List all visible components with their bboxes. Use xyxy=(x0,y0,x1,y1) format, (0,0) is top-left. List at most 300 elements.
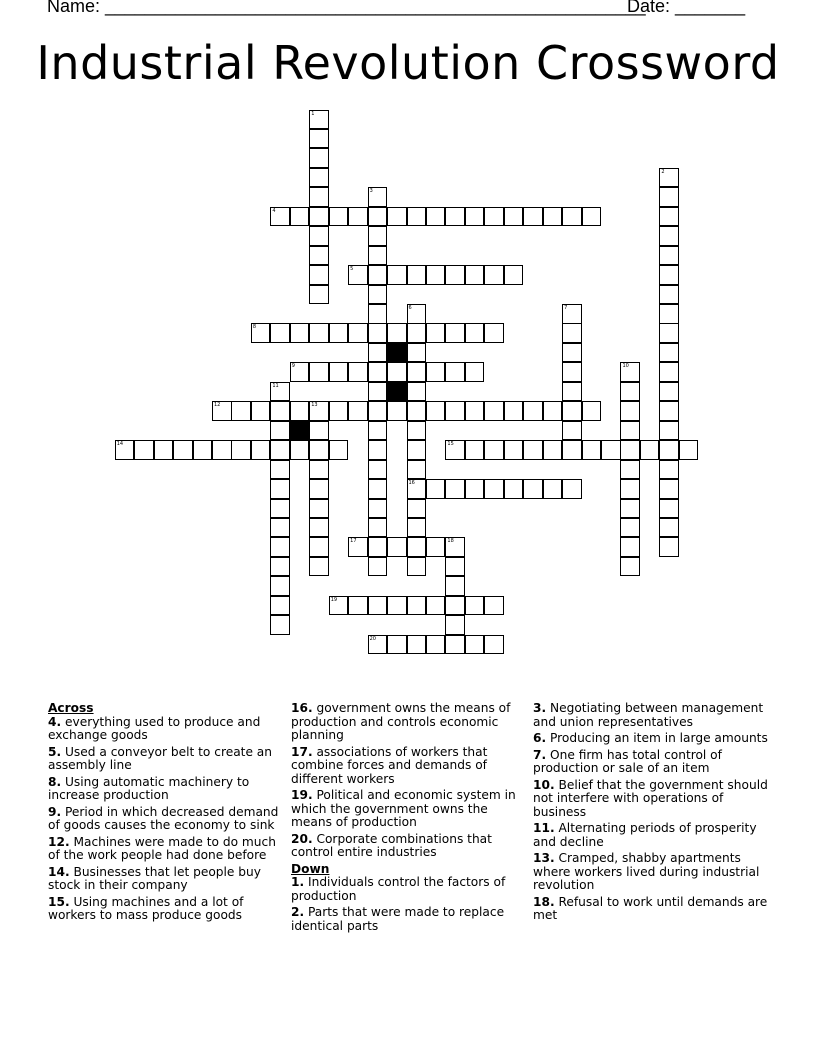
answer-cell[interactable] xyxy=(270,499,290,519)
answer-cell[interactable] xyxy=(407,382,427,402)
answer-cell[interactable] xyxy=(309,479,329,499)
answer-cell[interactable] xyxy=(543,207,563,227)
answer-cell[interactable] xyxy=(368,518,388,538)
answer-cell[interactable] xyxy=(270,615,290,635)
answer-cell[interactable] xyxy=(309,557,329,577)
answer-cell[interactable] xyxy=(562,401,582,421)
clue-text: associations of workers that combine forces and demands of different workers xyxy=(291,744,488,786)
answer-cell[interactable] xyxy=(368,557,388,577)
answer-cell[interactable] xyxy=(620,537,640,557)
answer-cell[interactable] xyxy=(368,187,388,207)
answer-cell[interactable] xyxy=(445,479,465,499)
answer-cell[interactable] xyxy=(445,265,465,285)
answer-cell[interactable] xyxy=(465,479,485,499)
answer-cell[interactable] xyxy=(387,537,407,557)
clue-number: 15. xyxy=(48,894,70,909)
answer-cell[interactable] xyxy=(329,207,349,227)
clue-across-16 xyxy=(291,702,527,743)
clue-text: Negotiating between management and union representatives xyxy=(533,701,764,729)
answer-cell[interactable] xyxy=(659,382,679,402)
answer-cell[interactable] xyxy=(543,401,563,421)
answer-cell[interactable] xyxy=(445,537,465,557)
answer-cell[interactable] xyxy=(484,596,504,616)
clue-down-6 xyxy=(533,732,773,746)
answer-cell[interactable] xyxy=(484,265,504,285)
answer-cell[interactable] xyxy=(504,207,524,227)
answer-cell[interactable] xyxy=(270,596,290,616)
clue-number-label: 19 xyxy=(330,596,338,603)
clues-column-2 xyxy=(291,702,527,936)
answer-cell[interactable] xyxy=(173,440,193,460)
clues-column-1 xyxy=(48,702,284,926)
answer-cell[interactable] xyxy=(620,557,640,577)
answer-cell[interactable] xyxy=(407,635,427,655)
answer-cell[interactable] xyxy=(484,207,504,227)
answer-cell[interactable] xyxy=(659,304,679,324)
answer-cell[interactable] xyxy=(407,596,427,616)
answer-cell[interactable] xyxy=(620,479,640,499)
answer-cell[interactable] xyxy=(309,323,329,343)
answer-cell[interactable] xyxy=(387,635,407,655)
answer-cell[interactable] xyxy=(659,460,679,480)
answer-cell[interactable] xyxy=(348,537,368,557)
clue-text: Cramped, shabby apartments where workers lived during industrial revolution xyxy=(533,851,760,892)
answer-cell[interactable] xyxy=(270,421,290,441)
answer-cell[interactable] xyxy=(270,518,290,538)
answer-cell[interactable] xyxy=(290,440,310,460)
clue-number: 5. xyxy=(48,744,62,759)
black-square xyxy=(387,343,407,363)
answer-cell[interactable] xyxy=(445,615,465,635)
answer-cell[interactable] xyxy=(640,440,660,460)
answer-cell[interactable] xyxy=(659,187,679,207)
clue-number-label: 12 xyxy=(214,402,221,409)
clues-column-3 xyxy=(533,702,773,926)
answer-cell[interactable] xyxy=(407,557,427,577)
answer-cell[interactable] xyxy=(465,635,485,655)
answer-cell[interactable] xyxy=(426,362,446,382)
answer-cell[interactable] xyxy=(368,421,388,441)
answer-cell[interactable] xyxy=(368,265,388,285)
answer-cell[interactable] xyxy=(504,440,524,460)
answer-cell[interactable] xyxy=(504,265,524,285)
answer-cell[interactable] xyxy=(368,499,388,519)
clue-number-label: 5 xyxy=(350,266,354,273)
clue-text: Belief that the government should not interfere with operations of business xyxy=(533,777,768,819)
answer-cell[interactable] xyxy=(251,323,271,343)
answer-cell[interactable] xyxy=(329,440,349,460)
clue-number-label: 10 xyxy=(622,363,629,370)
answer-cell[interactable] xyxy=(309,226,329,246)
answer-cell[interactable] xyxy=(659,479,679,499)
answer-cell[interactable] xyxy=(659,343,679,363)
answer-cell[interactable] xyxy=(445,596,465,616)
answer-cell[interactable] xyxy=(445,362,465,382)
clue-number: 1. xyxy=(291,875,305,889)
answer-cell[interactable] xyxy=(368,246,388,266)
black-square xyxy=(290,421,310,441)
answer-cell[interactable] xyxy=(484,440,504,460)
clue-text: Parts that were made to replace identical parts xyxy=(291,905,505,933)
answer-cell[interactable] xyxy=(348,265,368,285)
clue-number-label: 18 xyxy=(447,538,454,545)
answer-cell[interactable] xyxy=(309,168,329,188)
answer-cell[interactable] xyxy=(290,207,310,227)
answer-cell[interactable] xyxy=(368,596,388,616)
black-square xyxy=(387,382,407,402)
clue-number: 9. xyxy=(48,804,62,819)
answer-cell[interactable] xyxy=(231,401,251,421)
answer-cell[interactable] xyxy=(387,265,407,285)
answer-cell[interactable] xyxy=(329,401,349,421)
clue-across-20 xyxy=(291,833,527,860)
answer-cell[interactable] xyxy=(504,479,524,499)
answer-cell[interactable] xyxy=(659,265,679,285)
answer-cell[interactable] xyxy=(115,440,135,460)
down-heading: Down xyxy=(291,861,330,876)
date-field[interactable]: Date: _______ xyxy=(627,0,746,16)
answer-cell[interactable] xyxy=(251,401,271,421)
answer-cell[interactable] xyxy=(445,635,465,655)
clue-text: Corporate combinations that control entire industries xyxy=(291,831,492,859)
answer-cell[interactable] xyxy=(659,421,679,441)
answer-cell[interactable] xyxy=(659,440,679,460)
answer-cell[interactable] xyxy=(484,323,504,343)
answer-cell[interactable] xyxy=(231,440,251,460)
clue-text: Used a conveyor belt to create an assembly line xyxy=(48,744,273,772)
answer-cell[interactable] xyxy=(426,207,446,227)
answer-cell[interactable] xyxy=(543,440,563,460)
answer-cell[interactable] xyxy=(659,323,679,343)
answer-cell[interactable] xyxy=(348,323,368,343)
answer-cell[interactable] xyxy=(348,596,368,616)
clue-down-10 xyxy=(533,779,773,820)
answer-cell[interactable] xyxy=(620,401,640,421)
answer-cell[interactable] xyxy=(348,207,368,227)
clue-down-2 xyxy=(291,906,527,933)
clue-text: Political and economic system in which the government owns the means of production xyxy=(291,788,516,829)
answer-cell[interactable] xyxy=(426,265,446,285)
clue-text: Businesses that let people buy stock in their company xyxy=(48,864,261,892)
answer-cell[interactable] xyxy=(620,499,640,519)
clue-number-label: 1 xyxy=(311,110,315,117)
clue-number: 4. xyxy=(48,714,62,729)
answer-cell[interactable] xyxy=(445,557,465,577)
answer-cell[interactable] xyxy=(407,207,427,227)
clue-number-label: 8 xyxy=(252,324,257,331)
answer-cell[interactable] xyxy=(368,343,388,363)
answer-cell[interactable] xyxy=(543,479,563,499)
answer-cell[interactable] xyxy=(309,499,329,519)
clue-number-label: 7 xyxy=(564,305,568,311)
answer-cell[interactable] xyxy=(387,596,407,616)
answer-cell[interactable] xyxy=(329,323,349,343)
name-field[interactable]: Name: ______________________________________________________ xyxy=(47,0,646,16)
answer-cell[interactable] xyxy=(270,440,290,460)
answer-cell[interactable] xyxy=(270,401,290,421)
answer-cell[interactable] xyxy=(270,576,290,596)
answer-cell[interactable] xyxy=(445,440,465,460)
answer-cell[interactable] xyxy=(582,440,602,460)
answer-cell[interactable] xyxy=(270,557,290,577)
answer-cell[interactable] xyxy=(368,537,388,557)
answer-cell[interactable] xyxy=(407,343,427,363)
across-heading: Across xyxy=(48,701,94,715)
clue-across-17 xyxy=(291,746,527,787)
clue-down-13 xyxy=(533,852,773,893)
answer-cell[interactable] xyxy=(368,207,388,227)
clue-number-label: 3 xyxy=(369,188,373,195)
answer-cell[interactable] xyxy=(562,323,582,343)
answer-cell[interactable] xyxy=(465,323,485,343)
answer-cell[interactable] xyxy=(620,440,640,460)
answer-cell[interactable] xyxy=(309,187,329,207)
answer-cell[interactable] xyxy=(465,362,485,382)
clue-text: Refusal to work until demands are met xyxy=(533,894,768,922)
answer-cell[interactable] xyxy=(659,518,679,538)
clue-across-19 xyxy=(291,789,527,830)
answer-cell[interactable] xyxy=(659,226,679,246)
answer-cell[interactable] xyxy=(212,401,232,421)
answer-cell[interactable] xyxy=(387,362,407,382)
answer-cell[interactable] xyxy=(407,440,427,460)
clue-number-label: 9 xyxy=(291,363,295,370)
answer-cell[interactable] xyxy=(484,479,504,499)
answer-cell[interactable] xyxy=(679,440,699,460)
clue-number-label: 16 xyxy=(408,480,415,487)
answer-cell[interactable] xyxy=(368,304,388,324)
answer-cell[interactable] xyxy=(426,401,446,421)
answer-cell[interactable] xyxy=(407,460,427,480)
clue-down-7 xyxy=(533,749,773,776)
answer-cell[interactable] xyxy=(270,323,290,343)
clue-number: 8. xyxy=(48,774,62,789)
answer-cell[interactable] xyxy=(659,168,679,188)
answer-cell[interactable] xyxy=(465,401,485,421)
answer-cell[interactable] xyxy=(368,460,388,480)
answer-cell[interactable] xyxy=(348,401,368,421)
answer-cell[interactable] xyxy=(368,440,388,460)
clue-number: 18. xyxy=(533,894,555,909)
answer-cell[interactable] xyxy=(290,323,310,343)
answer-cell[interactable] xyxy=(368,382,388,402)
clue-number-label: 17 xyxy=(350,538,357,545)
answer-cell[interactable] xyxy=(309,518,329,538)
answer-cell[interactable] xyxy=(368,635,388,655)
answer-cell[interactable] xyxy=(484,635,504,655)
answer-cell[interactable] xyxy=(562,421,582,441)
answer-cell[interactable] xyxy=(426,323,446,343)
answer-cell[interactable] xyxy=(309,129,329,149)
answer-cell[interactable] xyxy=(407,323,427,343)
clue-across-8 xyxy=(48,776,284,803)
answer-cell[interactable] xyxy=(445,576,465,596)
answer-cell[interactable] xyxy=(309,207,329,227)
clue-number-label: 2 xyxy=(661,168,665,175)
answer-cell[interactable] xyxy=(329,596,349,616)
answer-cell[interactable] xyxy=(620,460,640,480)
page-title: Industrial Revolution Crossword xyxy=(36,36,780,90)
answer-cell[interactable] xyxy=(270,537,290,557)
clue-text: Alternating periods of prosperity and decline xyxy=(533,821,757,849)
clue-text: Individuals control the factors of production xyxy=(291,875,506,903)
answer-cell[interactable] xyxy=(348,362,368,382)
clue-number-label: 15 xyxy=(447,441,454,448)
answer-cell[interactable] xyxy=(620,362,640,382)
clue-number: 3. xyxy=(533,701,547,715)
answer-cell[interactable] xyxy=(270,382,290,402)
clue-number-label: 6 xyxy=(408,305,412,311)
answer-cell[interactable] xyxy=(465,596,485,616)
clue-number: 10. xyxy=(533,777,555,792)
answer-cell[interactable] xyxy=(329,362,349,382)
answer-cell[interactable] xyxy=(523,479,543,499)
clue-number-label: 20 xyxy=(369,635,376,642)
answer-cell[interactable] xyxy=(620,421,640,441)
clue-text: Producing an item in large amounts xyxy=(550,731,768,745)
answer-cell[interactable] xyxy=(309,148,329,168)
answer-cell[interactable] xyxy=(407,479,427,499)
answer-cell[interactable] xyxy=(426,537,446,557)
clue-number-label: 11 xyxy=(272,382,279,389)
answer-cell[interactable] xyxy=(154,440,174,460)
clue-down-1 xyxy=(291,876,527,903)
answer-cell[interactable] xyxy=(309,421,329,441)
clue-text: Machines were made to do much of the work people had done before xyxy=(48,834,276,862)
answer-cell[interactable] xyxy=(523,440,543,460)
answer-cell[interactable] xyxy=(504,401,524,421)
answer-cell[interactable] xyxy=(659,285,679,305)
answer-cell[interactable] xyxy=(387,323,407,343)
answer-cell[interactable] xyxy=(426,596,446,616)
clue-number: 7. xyxy=(533,747,547,762)
answer-cell[interactable] xyxy=(309,246,329,266)
answer-cell[interactable] xyxy=(407,265,427,285)
answer-cell[interactable] xyxy=(426,635,446,655)
answer-cell[interactable] xyxy=(445,323,465,343)
clue-text: Period in which decreased demand of goods causes the economy to sink xyxy=(48,804,279,832)
answer-cell[interactable] xyxy=(134,440,154,460)
answer-cell[interactable] xyxy=(601,440,621,460)
clue-across-9 xyxy=(48,806,284,833)
answer-cell[interactable] xyxy=(407,401,427,421)
answer-cell[interactable] xyxy=(212,440,232,460)
answer-cell[interactable] xyxy=(484,401,504,421)
answer-cell[interactable] xyxy=(523,207,543,227)
answer-cell[interactable] xyxy=(407,537,427,557)
answer-cell[interactable] xyxy=(368,401,388,421)
answer-cell[interactable] xyxy=(309,440,329,460)
clue-number: 19. xyxy=(291,788,313,802)
answer-cell[interactable] xyxy=(309,285,329,305)
answer-cell[interactable] xyxy=(368,285,388,305)
clue-down-18 xyxy=(533,896,773,923)
clue-number: 2. xyxy=(291,905,305,919)
answer-cell[interactable] xyxy=(426,479,446,499)
answer-cell[interactable] xyxy=(387,207,407,227)
answer-cell[interactable] xyxy=(562,343,582,363)
clue-text: Using machines and a lot of workers to mass produce goods xyxy=(48,894,244,922)
answer-cell[interactable] xyxy=(659,499,679,519)
clue-number-label: 13 xyxy=(311,402,318,409)
answer-cell[interactable] xyxy=(465,440,485,460)
answer-cell[interactable] xyxy=(251,440,271,460)
answer-cell[interactable] xyxy=(309,401,329,421)
answer-cell[interactable] xyxy=(290,362,310,382)
answer-cell[interactable] xyxy=(270,460,290,480)
answer-cell[interactable] xyxy=(562,207,582,227)
clue-number: 13. xyxy=(533,851,555,865)
answer-cell[interactable] xyxy=(523,401,543,421)
clue-number: 17. xyxy=(291,744,313,759)
clue-across-5 xyxy=(48,746,284,773)
clue-across-14 xyxy=(48,866,284,893)
clue-number: 6. xyxy=(533,731,547,745)
answer-cell[interactable] xyxy=(407,421,427,441)
clue-text: Using automatic machinery to increase production xyxy=(48,774,250,802)
answer-cell[interactable] xyxy=(407,499,427,519)
clue-across-12 xyxy=(48,836,284,863)
clue-number-label: 4 xyxy=(272,207,276,214)
clue-text: government owns the means of production and controls economic planning xyxy=(291,701,511,742)
answer-cell[interactable] xyxy=(659,362,679,382)
answer-cell[interactable] xyxy=(465,265,485,285)
answer-cell[interactable] xyxy=(407,304,427,324)
answer-cell[interactable] xyxy=(407,362,427,382)
answer-cell[interactable] xyxy=(290,401,310,421)
answer-cell[interactable] xyxy=(193,440,213,460)
answer-cell[interactable] xyxy=(368,479,388,499)
answer-cell[interactable] xyxy=(659,537,679,557)
answer-cell[interactable] xyxy=(620,382,640,402)
clue-number-label: 14 xyxy=(116,441,124,448)
answer-cell[interactable] xyxy=(270,479,290,499)
answer-cell[interactable] xyxy=(309,110,329,130)
answer-cell[interactable] xyxy=(562,362,582,382)
answer-cell[interactable] xyxy=(368,226,388,246)
answer-cell[interactable] xyxy=(309,537,329,557)
answer-cell[interactable] xyxy=(620,518,640,538)
answer-cell[interactable] xyxy=(562,382,582,402)
answer-cell[interactable] xyxy=(562,304,582,324)
answer-cell[interactable] xyxy=(270,207,290,227)
clue-number: 12. xyxy=(48,834,70,849)
clue-down-11 xyxy=(533,822,773,849)
answer-cell[interactable] xyxy=(368,323,388,343)
answer-cell[interactable] xyxy=(445,401,465,421)
answer-cell[interactable] xyxy=(659,401,679,421)
answer-cell[interactable] xyxy=(562,440,582,460)
clue-number: 20. xyxy=(291,831,313,846)
clue-across-15 xyxy=(48,896,284,923)
answer-cell[interactable] xyxy=(582,207,602,227)
answer-cell[interactable] xyxy=(309,362,329,382)
clue-number: 11. xyxy=(533,821,555,835)
answer-cell[interactable] xyxy=(407,518,427,538)
answer-cell[interactable] xyxy=(465,207,485,227)
answer-cell[interactable] xyxy=(659,246,679,266)
answer-cell[interactable] xyxy=(309,265,329,285)
answer-cell[interactable] xyxy=(387,401,407,421)
answer-cell[interactable] xyxy=(562,479,582,499)
answer-cell[interactable] xyxy=(582,401,602,421)
answer-cell[interactable] xyxy=(445,207,465,227)
answer-cell[interactable] xyxy=(659,207,679,227)
answer-cell[interactable] xyxy=(368,362,388,382)
answer-cell[interactable] xyxy=(309,460,329,480)
clue-text: everything used to produce and exchange goods xyxy=(48,714,261,742)
clue-down-3 xyxy=(533,702,773,729)
